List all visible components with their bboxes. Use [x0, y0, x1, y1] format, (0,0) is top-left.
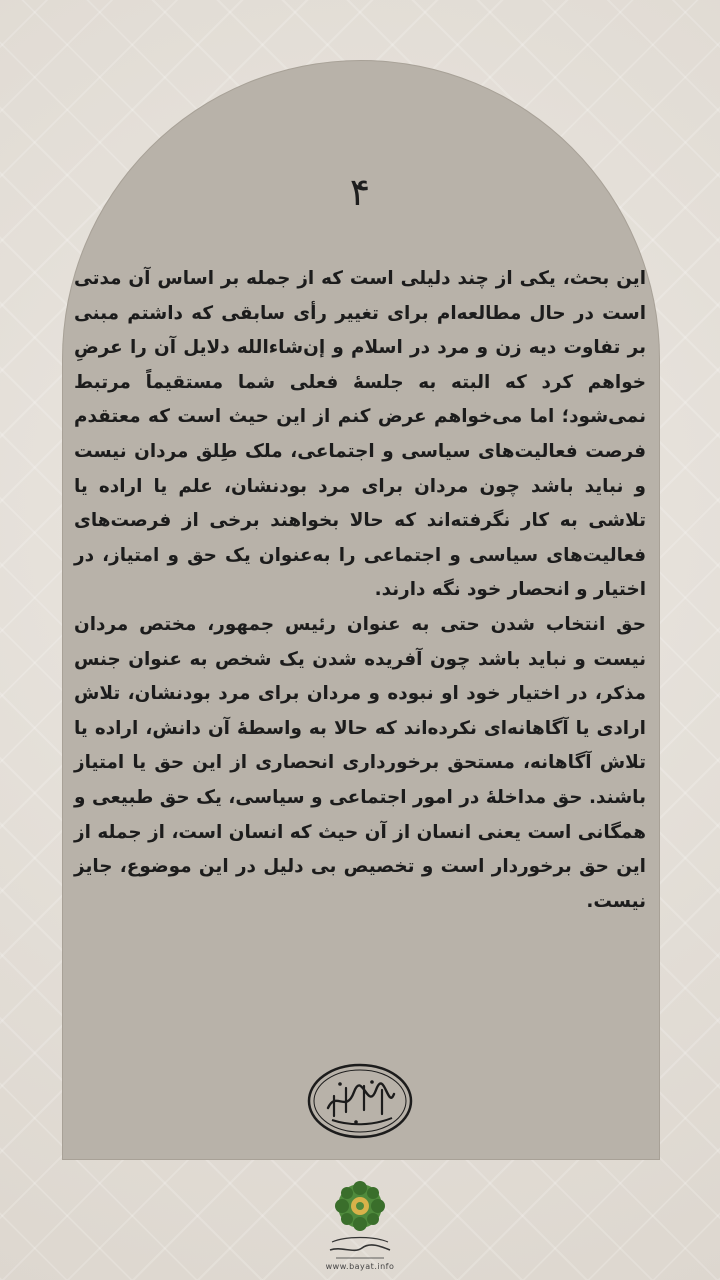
calligraphy-seal-icon — [306, 1062, 414, 1140]
body-text — [74, 262, 646, 919]
paragraph-2: حق انتخاب شدن حتی به عنوان رئیس جمهور، مختص مردان نیست و نباید باشد چون آفریده شدن یک شخص به عنوان جنس مذکر، در اختیار خود او نبوده و مردان برای مرد بودنشان، تلاش ارادی یا آگاهانه‌ای نکرده‌اند که حالا به واسطهٔ آن دانش، اراده یا تلاش آگاهانه، مستحق برخورداری انحصاری از این حق یا امتیاز باشند. حق مداخلهٔ در امور اجتماعی و سیاسی، یک حق طبیعی و همگانی است یعنی انسان از آن حیث که انسان است، از جمله از این حق برخوردار است و تخصیص بی دلیل در این موضوع، جایز نیست. — [74, 613, 646, 912]
page-number: ۴ — [349, 170, 371, 214]
website-url: www.bayat.info — [325, 1262, 395, 1271]
bayat-logo-icon — [322, 1176, 398, 1270]
paragraph-1: این بحث، یکی از چند دلیلی است که از جمله بر اساس آن مدتی است در حال مطالعه‌ام برای تغییر رأی سابقی که داشتم مبنی بر تفاوت دیه زن و مرد در اسلام و إن‌شاءالله دلایل آن را عرضِ خواهم کرد که البته به جلسهٔ فعلی شما مستقیماً مرتبط نمی‌شود؛ اما می‌خواهم عرض کنم از این حیث است که معتقدم فرصت فعالیت‌های سیاسی و اجتماعی، ملک طِلق مردان نیست و نباید باشد چون مردان برای مرد بودنشان، علم یا اراده یا تلاشی به کار نگرفته‌اند که حالا بخواهند برخی از فرصت‌های فعالیت‌های سیاسی و اجتماعی را به‌عنوان یک حق و امتیاز، در اختیار و انحصار خود نگه دارند. — [74, 268, 646, 601]
